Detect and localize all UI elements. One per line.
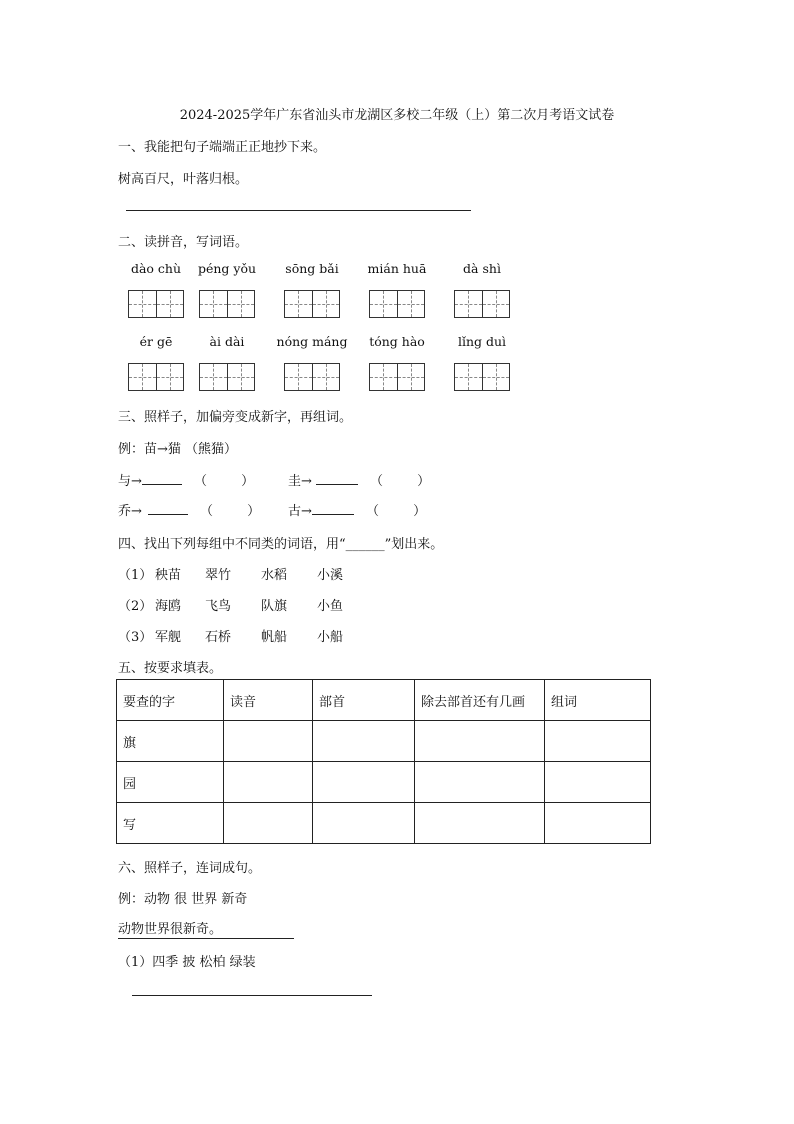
new-char-blank[interactable]	[148, 502, 188, 515]
word-option[interactable]: 队旗	[261, 599, 288, 614]
tianzi-cell[interactable]	[157, 364, 184, 390]
table-header: 读音	[224, 680, 313, 721]
tianzi-cell[interactable]	[228, 291, 255, 317]
tianzi-grid[interactable]	[454, 363, 510, 391]
new-char-blank[interactable]	[312, 502, 354, 515]
table-header-row	[117, 680, 651, 721]
word-option[interactable]: 海鸥	[155, 599, 182, 614]
table-row	[117, 721, 651, 762]
question-1: （1）四季 披 松柏 绿装	[118, 955, 256, 970]
word-option[interactable]: 石桥	[205, 630, 232, 645]
tianzi-cell[interactable]	[483, 364, 510, 390]
section-6-example: 例：动物 很 世界 新奇	[118, 892, 248, 907]
table-cell[interactable]	[545, 762, 651, 803]
table-cell[interactable]	[313, 762, 415, 803]
tianzi-cell[interactable]	[285, 364, 313, 390]
radical-item-2: 圭→ （ ）	[288, 474, 431, 489]
table-cell[interactable]	[224, 762, 313, 803]
table-header: 除去部首还有几画	[415, 680, 545, 721]
table-row	[117, 803, 651, 844]
radical-item-4: 古→ （ ）	[288, 504, 427, 519]
table-char: 旗	[117, 721, 224, 762]
word-option[interactable]: 帆船	[261, 630, 288, 645]
pinyin-label: dào chù	[130, 261, 182, 276]
tianzi-cell[interactable]	[313, 364, 340, 390]
pinyin-label: ér gē	[139, 334, 173, 349]
section-3-example: 例：苗→猫 （熊猫）	[118, 442, 238, 457]
table-char: 写	[117, 803, 224, 844]
group-number: （1）	[118, 568, 153, 583]
tianzi-grid[interactable]	[284, 363, 340, 391]
group-number: （3）	[118, 630, 153, 645]
page-title: 2024-2025学年广东省汕头市龙湖区多校二年级（上）第二次月考语文试卷	[179, 108, 615, 123]
pinyin-label: péng yǒu	[197, 261, 257, 276]
table-cell[interactable]	[313, 721, 415, 762]
tianzi-grid[interactable]	[199, 290, 255, 318]
table-cell[interactable]	[545, 803, 651, 844]
tianzi-cell[interactable]	[398, 291, 425, 317]
section-6-heading: 六、照样子，连词成句。	[118, 861, 262, 876]
table-header: 组词	[545, 680, 651, 721]
tianzi-grid[interactable]	[199, 363, 255, 391]
word-option[interactable]: 翠竹	[205, 568, 232, 583]
section-2-heading: 二、读拼音，写词语。	[118, 235, 249, 250]
table-char: 园	[117, 762, 224, 803]
pinyin-label: tóng hào	[369, 334, 425, 349]
section-1-heading: 一、我能把句子端端正正地抄下来。	[118, 140, 327, 155]
new-char-blank[interactable]	[316, 472, 358, 485]
table-cell[interactable]	[313, 803, 415, 844]
tianzi-cell[interactable]	[285, 291, 313, 317]
table-cell[interactable]	[545, 721, 651, 762]
tianzi-cell[interactable]	[370, 291, 398, 317]
pinyin-label: mián huā	[367, 261, 427, 276]
pinyin-label: lǐng duì	[457, 334, 507, 349]
example-answer: 动物世界很新奇。	[118, 918, 294, 939]
word-option[interactable]: 飞鸟	[205, 599, 232, 614]
tianzi-cell[interactable]	[313, 291, 340, 317]
table-cell[interactable]	[415, 721, 545, 762]
section-4-heading: 四、找出下列每组中不同类的词语，用“______”划出来。	[118, 537, 444, 552]
radical-item-label: 乔→	[118, 504, 142, 519]
word-option[interactable]: 水稻	[261, 568, 288, 583]
table-cell[interactable]	[224, 721, 313, 762]
tianzi-cell[interactable]	[455, 364, 483, 390]
group-number: （2）	[118, 599, 153, 614]
tianzi-cell[interactable]	[200, 291, 228, 317]
table-cell[interactable]	[415, 803, 545, 844]
word-option[interactable]: 小鱼	[317, 599, 344, 614]
tianzi-cell[interactable]	[483, 291, 510, 317]
tianzi-grid[interactable]	[128, 290, 184, 318]
tianzi-grid[interactable]	[454, 290, 510, 318]
table-header: 部首	[313, 680, 415, 721]
tianzi-cell[interactable]	[370, 364, 398, 390]
copy-answer-line[interactable]	[126, 210, 471, 211]
tianzi-cell[interactable]	[455, 291, 483, 317]
pinyin-label: sōng bǎi	[285, 261, 339, 276]
table-header: 要查的字	[117, 680, 224, 721]
tianzi-cell[interactable]	[200, 364, 228, 390]
pinyin-label: dà shì	[463, 261, 501, 276]
table-cell[interactable]	[415, 762, 545, 803]
section-3-heading: 三、照样子，加偏旁变成新字，再组词。	[118, 410, 353, 425]
word-option[interactable]: 秧苗	[155, 568, 182, 583]
word-option[interactable]: 小溪	[317, 568, 344, 583]
tianzi-grid[interactable]	[369, 290, 425, 318]
tianzi-cell[interactable]	[129, 291, 157, 317]
new-char-blank[interactable]	[142, 472, 182, 485]
copy-sentence: 树高百尺，叶落归根。	[118, 172, 249, 187]
radical-item-3: 乔→ （ ）	[118, 504, 261, 519]
question-1-answer-line[interactable]	[132, 995, 372, 996]
fill-table	[116, 679, 651, 844]
tianzi-cell[interactable]	[157, 291, 184, 317]
tianzi-cell[interactable]	[129, 364, 157, 390]
radical-item-1: 与→ （ ）	[118, 474, 255, 489]
tianzi-cell[interactable]	[228, 364, 255, 390]
radical-item-label: 古→	[288, 504, 312, 519]
radical-item-label: 与→	[118, 474, 142, 489]
word-option[interactable]: 军舰	[155, 630, 182, 645]
tianzi-cell[interactable]	[398, 364, 425, 390]
table-cell[interactable]	[224, 803, 313, 844]
table-row	[117, 762, 651, 803]
pinyin-label: nóng máng	[276, 334, 348, 349]
tianzi-grid[interactable]	[284, 290, 340, 318]
tianzi-grid[interactable]	[369, 363, 425, 391]
pinyin-label: ài dài	[209, 334, 245, 349]
tianzi-grid[interactable]	[128, 363, 184, 391]
section-5-heading: 五、按要求填表。	[118, 661, 223, 676]
word-option[interactable]: 小船	[317, 630, 344, 645]
radical-item-label: 圭→	[288, 474, 312, 489]
